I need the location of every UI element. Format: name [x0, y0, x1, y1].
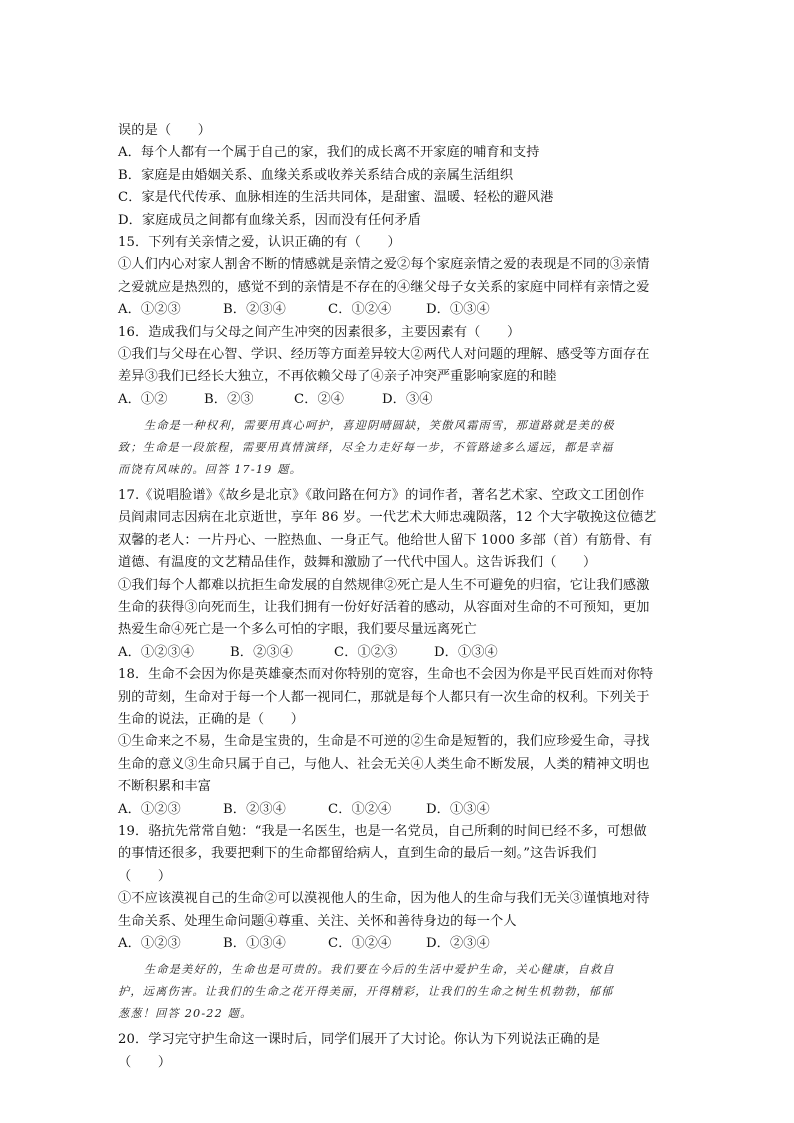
passage-2-line: 护，远离伤害。让我们的生命之花开得美丽，开得精彩，让我们的生命之树生机勃勃，郁郁 — [118, 985, 614, 999]
q16-statement-line: 差异③我们已经长大独立，不再依赖父母了④亲子冲突严重影响家庭的和睦 — [118, 369, 557, 385]
q19-stem-line: （ ） — [118, 868, 172, 884]
q18-stem-line: 生命的说法，正确的是（ ） — [118, 711, 305, 727]
q17-statement-line: 生命的获得③向死而生，让我们拥有一份好好活着的感动，从容面对生命的不可预知，更加 — [118, 600, 650, 616]
q17-options — [118, 642, 680, 664]
q18-options — [118, 799, 680, 821]
q19-option-c: C．①②④ — [328, 935, 392, 951]
q19-statement-line: ①不应该漠视自己的生命②可以漠视他人的生命，因为他人的生命与我们无关③谨慎地对待 — [118, 891, 650, 907]
q17-stem-line: 双馨的老人：一片丹心、一腔热血、一身正气。他给世人留下 1000 多部（首）有筋骨、有 — [118, 532, 653, 548]
q17-statement-line: 热爱生命④死亡是一个多么可怕的字眼，我们要尽量远离死亡 — [118, 622, 477, 638]
q18-stem-line: 18．生命不会因为你是英雄豪杰而对你特别的宽容，生命也不会因为你是平民百姓而对你特 — [118, 667, 654, 683]
q19-options — [118, 933, 680, 955]
q14-tail: 误的是（ ） — [118, 123, 212, 138]
q16-options — [118, 389, 680, 411]
q18-statement-line: ①生命来之不易，生命是宝贵的，生命是不可逆的②生命是短暂的，我们应珍爱生命，寻找 — [118, 734, 650, 750]
q17-stem-line: 17.《说唱脸谱》《故乡是北京》《敢问路在何方》的词作者，著名艺术家、空政文工团创作 — [118, 488, 645, 504]
q15-option-c: C．①②④ — [328, 302, 392, 318]
q18-option-d: D．①③④ — [426, 801, 490, 817]
q15-option-d: D．①③④ — [426, 302, 490, 318]
passage-2-line: 生命是美好的，生命也是可贵的。我们要在今后的生活中爱护生命，关心健康，自救自 — [144, 963, 615, 977]
q15-statement-line: 之爱就应是热烈的，感觉不到的亲情是不存在的④继父母子女关系的家庭中同样有亲情之爱 — [118, 279, 650, 295]
q15-option-b: B．②③④ — [223, 302, 286, 318]
q17-stem-line: 道德、有温度的文艺精品佳作，鼓舞和激励了一代代中国人。这告诉我们（ ） — [118, 555, 597, 571]
q18-option-a: A．①②③ — [118, 801, 181, 817]
passage-1-line: 致；生命是一段旅程，需要用真情演绎，尽全力走好每一步，不管路途多么遥远，都是幸福 — [118, 441, 614, 455]
q18-statement-line: 不断积累和丰富 — [118, 779, 212, 795]
q17-stem-line: 员阎肃同志因病在北京逝世，享年 86 岁。一代艺术大师忠魂陨落，12 个大字敬挽这位德艺 — [118, 510, 657, 526]
q14-option-d: D．家庭成员之间都有血缘关系，因而没有任何矛盾 — [118, 212, 421, 228]
q16-statement-line: ①我们与父母在心智、学识、经历等方面差异较大②两代人对问题的理解、感受等方面存在 — [118, 346, 650, 362]
q16-option-b: B．②③ — [204, 391, 254, 407]
q19-stem-line: 的事情还很多，我要把剩下的生命都留给病人，直到生命的最后一刻。”这告诉我们 — [118, 846, 597, 862]
q19-stem-line: 19．骆抗先常常自勉：“我是一名医生，也是一名党员，自己所剩的时间已经不多，可想做 — [118, 823, 647, 839]
q18-statement-line: 生命的意义③生命只属于自己，与他人、社会无关④人类生命不断发展，人类的精神文明也 — [118, 756, 650, 772]
q20-stem-line: 20．学习完守护生命这一课时后，同学们展开了大讨论。你认为下列说法正确的是 — [118, 1032, 601, 1048]
q15-stem: 15．下列有关亲情之爱，认识正确的有（ ） — [118, 234, 401, 250]
q14-option-a: A．每个人都有一个属于自己的家，我们的成长离不开家庭的哺育和支持 — [118, 145, 540, 161]
q20-stem-line: （ ） — [118, 1054, 172, 1070]
passage-1-line: 而饶有风味的。回答 17-19 题。 — [118, 463, 303, 477]
q17-statement-line: ①我们每个人都难以抗拒生命发展的自然规律②死亡是人生不可避免的归宿，它让我们感激 — [118, 577, 650, 593]
q16-option-a: A．①② — [118, 391, 168, 407]
q18-option-b: B．②③④ — [223, 801, 286, 817]
q17-option-b: B．②③④ — [230, 644, 293, 660]
q17-option-d: D．①③④ — [434, 644, 498, 660]
q15-options — [118, 299, 680, 321]
q18-option-c: C．①②④ — [328, 801, 392, 817]
q14-option-b: B．家庭是由婚姻关系、血缘关系或收养关系结合成的亲属生活组织 — [118, 167, 514, 183]
q16-option-c: C．②④ — [294, 391, 345, 407]
q19-option-a: A．①②③ — [118, 935, 181, 951]
q14-option-c: C．家是代代传承、血脉相连的生活共同体，是甜蜜、温暖、轻松的避风港 — [118, 190, 554, 206]
q16-stem: 16．造成我们与父母之间产生冲突的因素很多，主要因素有（ ） — [118, 324, 521, 340]
q17-option-a: A．①②③④ — [118, 644, 195, 660]
q19-statement-line: 生命关系、处理生命问题④尊重、关注、关怀和善待身边的每一个人 — [118, 913, 517, 929]
q18-stem-line: 别的苛刻，生命对于每一个人都一视同仁，那就是每个人都只有一次生命的权利。下列关于 — [118, 689, 650, 705]
exam-page — [118, 120, 680, 1074]
q19-option-d: D．②③④ — [426, 935, 490, 951]
q16-option-d: D．③④ — [382, 391, 433, 407]
passage-2-line: 葱葱！回答 20-22 题。 — [118, 1007, 253, 1021]
q17-option-c: C．①②③ — [334, 644, 398, 660]
q19-option-b: B．①③④ — [223, 935, 286, 951]
q15-statement-line: ①人们内心对家人割舍不断的情感就是亲情之爱②每个家庭亲情之爱的表现是不同的③亲情 — [118, 257, 650, 273]
q15-option-a: A．①②③ — [118, 302, 181, 318]
passage-1-line: 生命是一种权利，需要用真心呵护，喜迎阴晴圆缺，笑傲风霜雨雪，那道路就是美的极 — [144, 419, 615, 433]
